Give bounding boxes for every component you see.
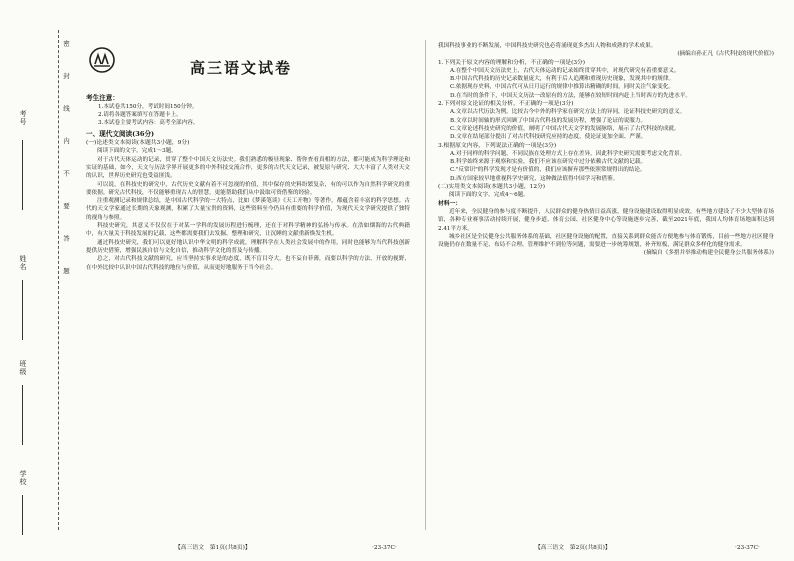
passage-continuation: 我国科技事业的不断发展，中国科技史研究也必将涌现更多杰出人物和成熟的学术成果。 bbox=[438, 43, 657, 49]
page-code-right: ·23-37C· bbox=[735, 545, 760, 551]
question-option: C.依据现存史料，中国古代可从日月运行的规律中推算出精确的时间，同时关注气象变化。 bbox=[450, 84, 675, 91]
school-label: 学校 bbox=[19, 470, 27, 486]
passage-paragraph: 通过科技史研究，我们可以更好地认识中华文明的科学成就，理解科学在人类社会发展中的作用，同时也能够为当代科技创新提供历史借鉴，增强民族自信与文化自信，推动科学文化的普及与传播。 bbox=[86, 239, 410, 254]
left-column bbox=[86, 94, 410, 272]
question-option: D.文章在结尾部分提出了对古代科技研究应持的态度，使论证更加全面、严谨。 bbox=[450, 134, 647, 141]
question-stem: 1.下列关于原文内容的理解和分析，不正确的一项是(3分) bbox=[438, 59, 586, 66]
question-option: B.文章以时间轴的形式回顾了中国古代科技的发展历程，增强了论证的说服力。 bbox=[450, 117, 647, 124]
page-title: 高三语文试卷 bbox=[190, 59, 293, 77]
exam-number-label: 考号 bbox=[19, 110, 27, 126]
school-line bbox=[22, 495, 23, 535]
material-paragraph: 近年来，全民健身的参与度不断提升，人民群众的健身热情日益高涨，健身设施建设取得明显成效。有些地方建设了不少大型体育场馆，各种专业赛事活动持续开展，健身步道、体育公园、社区健身中心等设施逐步完善，截至2021年底，我国人均体育场地面积达到2.41平方米。 bbox=[438, 208, 774, 232]
right-column bbox=[438, 42, 774, 258]
question-option: A.文章以古代历法为例，比较古今中外的科学家在研究方法上的异同，论证科技史研究的意义。 bbox=[450, 109, 686, 116]
question-option: C.文章论述科技史研究的价值，阐明了中国古代天文学的发展脉络，展示了古代科技的成就。 bbox=[450, 125, 680, 132]
page-footer-left: 【高三语文 第1页(共8页)】 bbox=[175, 545, 251, 551]
passage-paragraph: 注重观测记录和规律总结，是中国古代科学的一大特点，比如《梦溪笔谈》《天工开物》等著作，都蕴含着丰富的科学思想。古代的天文学家通过长期的天象观测，积累了大量宝贵的资料，这些资料至今仍具有重要的科学价值，为现代天文学研究提供了独特的视角与参照。 bbox=[86, 198, 410, 221]
name-line bbox=[22, 280, 23, 340]
seal-text: 密封线内不要答题 bbox=[62, 40, 70, 300]
passage-source: (摘编自孙正凡《古代科技的现代价值》) bbox=[677, 51, 774, 58]
notice-item: 3.本试卷主要考试内容：高考全部内容。 bbox=[98, 120, 199, 127]
question-option: C."反常识"的科学发现才是有价值的，我们应该摒弃那些依照常规得出的结论。 bbox=[450, 167, 646, 174]
material-paragraph: 城乡社区是全民健身公共服务体系的基础，社区健身设施的配置，直接关系到群众能否方便地参与体育锻炼，目前一些地方社区健身设施仍存在数量不足、布局不合理、管理维护不到位等问题，需要进一步统筹规划，补齐短板，满足群众多样化的健身需求。 bbox=[438, 233, 774, 249]
school-logo-icon bbox=[88, 46, 116, 74]
passage-paragraph: 对于古代天体运动的记录，贯穿了整个中国天文历法史。我们熟悉的极昼现象、帮你查看真相的方法，都可能成为科学理论和实证的基础，如今，天文与历法学界开展更多的中外科技交流合作，更多的古代天文记录，被复原与研究、大大丰富了人类对天文的认识，世界历史研究也受益匪浅。 bbox=[86, 156, 410, 180]
material-source: (摘编自《多措并举推动构建全民健身公共服务体系》) bbox=[643, 250, 774, 257]
subsection-heading: (一)论述类文本阅读(本题共3小题，9分) bbox=[86, 140, 190, 147]
page-divider bbox=[425, 40, 426, 530]
question-stem: 3.根据原文内容，下列说法正确的一项是(3分) bbox=[438, 142, 557, 149]
page-code-left: ·23-37C· bbox=[372, 545, 397, 551]
class-label: 班级 bbox=[19, 360, 27, 376]
page-footer-right: 【高三语文 第2页(共8页)】 bbox=[535, 545, 611, 551]
question-option: B.科学始终来源于观察和实验，我们不应该在研究中过分依赖古代文献的记载。 bbox=[450, 159, 647, 166]
notice-heading: 考生注意： bbox=[86, 94, 119, 102]
exam-number-line bbox=[22, 140, 23, 210]
instruction-text: 阅读下面的文字，完成4～6题。 bbox=[449, 192, 529, 199]
name-label: 姓名 bbox=[19, 255, 27, 271]
question-stem: 2.下列对原文论证的相关分析，不正确的一项是(3分) bbox=[438, 101, 574, 108]
question-option: A.在整个中国天文历法史上，古代天体运动的记录始终贯穿其中，对现代研究有着重要意义。 bbox=[450, 67, 680, 74]
question-option: B.中国古代科技的历史记录数量庞大，有利于后人追溯和重现历史现象，发现其中的规律。 bbox=[450, 76, 675, 83]
instruction-text: 阅读下面的文字，完成1～3题。 bbox=[97, 148, 177, 155]
class-line bbox=[22, 385, 23, 445]
question-option: D.西方国家较早地重视科学史研究，这种做法值得中国学习和借鉴。 bbox=[450, 175, 619, 182]
notice-item: 2.请将各题答案填写在答题卡上。 bbox=[98, 111, 182, 118]
material-label: 材料一： bbox=[438, 200, 462, 207]
question-option: A.对于同样的科学问题，不同民族在处理方式上存在差异，因此科学史研究需要考虑文化背景。 bbox=[450, 150, 686, 157]
binding-margin bbox=[0, 0, 74, 561]
seal-line bbox=[58, 30, 59, 530]
passage-paragraph: 总之，对古代科技文献的研究，应当坚持实事求是的态度，既不盲目夸大，也不妄自菲薄，而要以科学的方法、开放的视野，在中外比较中认识中国古代科技的地位与价值，从而更好地服务于当今社会。 bbox=[86, 256, 410, 271]
question-option: D.在当时的条件下，中国天文历法一改原有的方法，能够在较短时间内赶上当时西方的先进水平。 bbox=[450, 92, 692, 99]
passage-paragraph: 科技史研究，其意义不仅仅在于对某一学科的发展历程进行梳理，还在于对科学精神的弘扬与传承。在浩如烟海的古代典籍中，有大量关于科技发展的记载，这些都需要我们去发掘、整理和研究，让沉睡的文献重新焕发生机。 bbox=[86, 223, 410, 238]
passage-paragraph: 可以说，在科技史的研究中，古代历史文献有着不可忽视的价值，其中保存的史料纷繁复杂，有的可以作为自然科学研究的重要依据。研究古代科技，不仅能够重现古人的智慧，更能帮助我们从中汲取可资借鉴的经验。 bbox=[86, 181, 410, 196]
subsection-heading: (二)实用类文本阅读(本题共3小题，12分) bbox=[438, 184, 546, 191]
section-heading: 一、现代文阅读(36分) bbox=[86, 130, 155, 139]
notice-item: 1.本试卷共150分，考试时间150分钟。 bbox=[98, 103, 198, 110]
